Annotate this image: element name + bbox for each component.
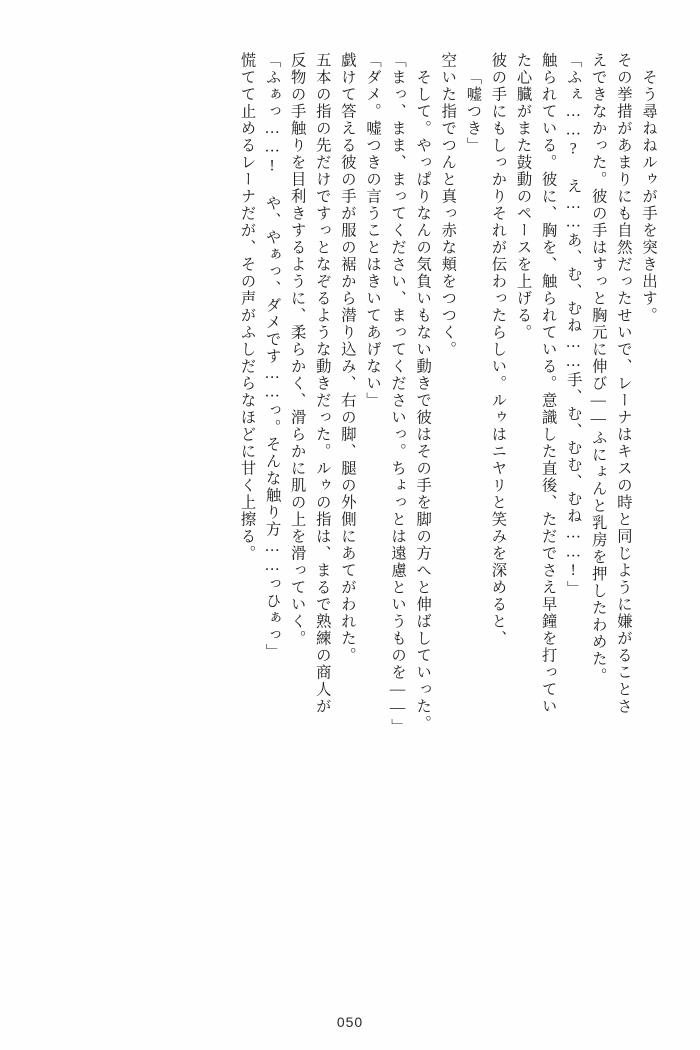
text-line: 彼の手にもしっかりそれが伝わったらしい。ルゥはニヤリと笑みを深めると、 [489,52,507,647]
text-line: 「嘘つき」 [464,69,482,154]
text-line: 「まっ、まま、まってください、まってくださいっ。ちょっとは遠慮というものを――」 [389,52,407,736]
text-line: 五本の指の先だけですっとなぞるような動きだった。ルゥの指は、まるで熟練の商人が [313,52,331,715]
text-line: 空いた指でつんと真っ赤な頬をつつく。 [439,52,457,358]
vertical-text-body [44,52,656,972]
text-line: その挙措があまりにも自然だったせいで、レーナはキスの時と同じように嫌がることさ [614,52,632,715]
text-line: えできなかった。彼の手はすっと胸元に伸び――ふにょんと乳房を押したわめた。 [589,52,607,685]
text-line: 慌てて止めるレーナだが、その声がふしだらなほどに甘く上擦る。 [238,52,256,562]
page-number: 050 [336,1014,364,1030]
text-line: 反物の手触りを目利きするように、柔らかく、滑らかに肌の上を滑っていく。 [288,52,306,647]
text-line: 「ダメ。嘘つきの言うことはきいてあげない」 [363,52,381,409]
text-line: 「ふぇ……? え……あ、む、むね……手、む、むむ、むね……!」 [564,52,582,598]
text-line: そして。やっぱりなんの気負いもない動きで彼はその手を脚の方へと伸ばしていった。 [414,69,432,732]
text-line: 「ふぁっ……! や、やぁっ、ダメです……っ。そんな触り方……っひぁっ」 [263,52,281,661]
text-line: 触られている。彼に、胸を、触られている。意識した直後、ただでさえ早鐘を打ってい [539,52,557,715]
text-line: た心臓がまた鼓動のペースを上げる。 [514,52,532,341]
text-line: そう尋ねねルゥが手を突き出す。 [640,69,657,324]
text-line: 戯けて答える彼の手が服の裾から潜り込み、右の脚、腿の外側にあてがわれた。 [338,52,356,664]
